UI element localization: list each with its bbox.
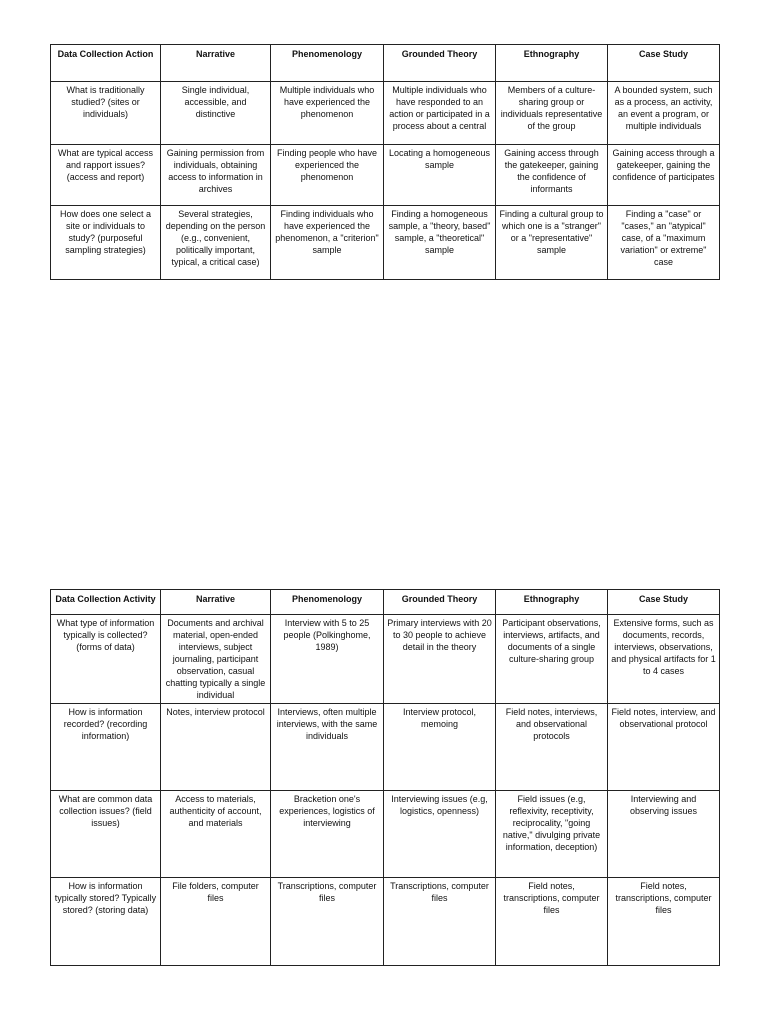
table-cell: Multiple individuals who have responded to an action or participated in a process about a central — [384, 82, 496, 145]
table-cell: File folders, computer files — [161, 878, 271, 966]
table-cell: What is traditionally studied? (sites or individuals) — [51, 82, 161, 145]
table-cell: Transcriptions, computer files — [384, 878, 496, 966]
table-row — [51, 615, 720, 704]
header-cell: Ethnography — [496, 590, 608, 615]
table-cell: Bracketion one's experiences, logistics of interviewing — [271, 791, 384, 878]
header-cell: Phenomenology — [271, 45, 384, 82]
header-cell: Data Collection Activity — [51, 590, 161, 615]
header-cell: Case Study — [608, 590, 720, 615]
table-cell: Single individual, accessible, and distinctive — [161, 82, 271, 145]
table-cell: Participant observations, interviews, artifacts, and documents of a single culture-sharing group — [496, 615, 608, 704]
table-cell: Notes, interview protocol — [161, 704, 271, 791]
table-cell: Documents and archival material, open-ended interviews, subject journaling, participant observation, casual chatting typically a single individual — [161, 615, 271, 704]
table-cell: Field notes, interview, and observational protocol — [608, 704, 720, 791]
table-cell: Gaining permission from individuals, obtaining access to information in archives — [161, 145, 271, 206]
table-row — [51, 704, 720, 791]
table-cell: How is information recorded? (recording information) — [51, 704, 161, 791]
table-row — [51, 878, 720, 966]
table-cell: Members of a culture-sharing group or individuals representative of the group — [496, 82, 608, 145]
table-cell: Multiple individuals who have experienced the phenomenon — [271, 82, 384, 145]
data-collection-activity-table — [50, 589, 720, 966]
header-row — [51, 45, 720, 82]
table-cell: Several strategies, depending on the person (e.g., convenient, politically important, typical, a critical case) — [161, 206, 271, 280]
table-cell: Interviewing and observing issues — [608, 791, 720, 878]
table-cell: Field notes, transcriptions, computer files — [608, 878, 720, 966]
table-cell: How is information typically stored? Typically stored? (storing data) — [51, 878, 161, 966]
table-cell: Transcriptions, computer files — [271, 878, 384, 966]
header-cell: Grounded Theory — [384, 590, 496, 615]
table-cell: Interview protocol, memoing — [384, 704, 496, 791]
table-cell: Interview with 5 to 25 people (Polkinghome, 1989) — [271, 615, 384, 704]
table-cell: Gaining access through the gatekeeper, gaining the confidence of informants — [496, 145, 608, 206]
table-cell: Extensive forms, such as documents, records, interviews, observations, and physical artifacts for 1 to 4 cases — [608, 615, 720, 704]
table-cell: Field notes, transcriptions, computer files — [496, 878, 608, 966]
data-collection-action-table — [50, 44, 720, 280]
table-cell: Finding a cultural group to which one is a "stranger" or a "representative" sample — [496, 206, 608, 280]
table-cell: Access to materials, authenticity of account, and materials — [161, 791, 271, 878]
table-row — [51, 791, 720, 878]
table-cell: Finding a "case" or "cases," an "atypical" case, of a "maximum variation" or extreme" case — [608, 206, 720, 280]
header-cell: Case Study — [608, 45, 720, 82]
table-cell: Field notes, interviews, and observational protocols — [496, 704, 608, 791]
header-cell: Narrative — [161, 45, 271, 82]
header-row — [51, 590, 720, 615]
table-cell: A bounded system, such as a process, an activity, an event a program, or multiple individuals — [608, 82, 720, 145]
table-cell: Primary interviews with 20 to 30 people to achieve detail in the theory — [384, 615, 496, 704]
header-cell: Grounded Theory — [384, 45, 496, 82]
table-cell: What are typical access and rapport issues? (access and report) — [51, 145, 161, 206]
table-row — [51, 82, 720, 145]
table-cell: How does one select a site or individuals to study? (purposeful sampling strategies) — [51, 206, 161, 280]
header-cell: Ethnography — [496, 45, 608, 82]
table-cell: Finding people who have experienced the phenomenon — [271, 145, 384, 206]
table-cell: Finding a homogeneous sample, a "theory, based" sample, a "theoretical" sample — [384, 206, 496, 280]
header-cell: Data Collection Action — [51, 45, 161, 82]
table-cell: Field issues (e.g, reflexivity, receptivity, reciprocality, "going native," divulging private information, deception) — [496, 791, 608, 878]
table-row — [51, 206, 720, 280]
table-cell: Interviews, often multiple interviews, with the same individuals — [271, 704, 384, 791]
header-cell: Narrative — [161, 590, 271, 615]
table-cell: Interviewing issues (e.g, logistics, openness) — [384, 791, 496, 878]
table-row — [51, 145, 720, 206]
header-cell: Phenomenology — [271, 590, 384, 615]
table-cell: What are common data collection issues? (field issues) — [51, 791, 161, 878]
table-cell: What type of information typically is collected? (forms of data) — [51, 615, 161, 704]
table-cell: Locating a homogeneous sample — [384, 145, 496, 206]
table-cell: Gaining access through a gatekeeper, gaining the confidence of participates — [608, 145, 720, 206]
table-cell: Finding individuals who have experienced the phenomenon, a "criterion" sample — [271, 206, 384, 280]
